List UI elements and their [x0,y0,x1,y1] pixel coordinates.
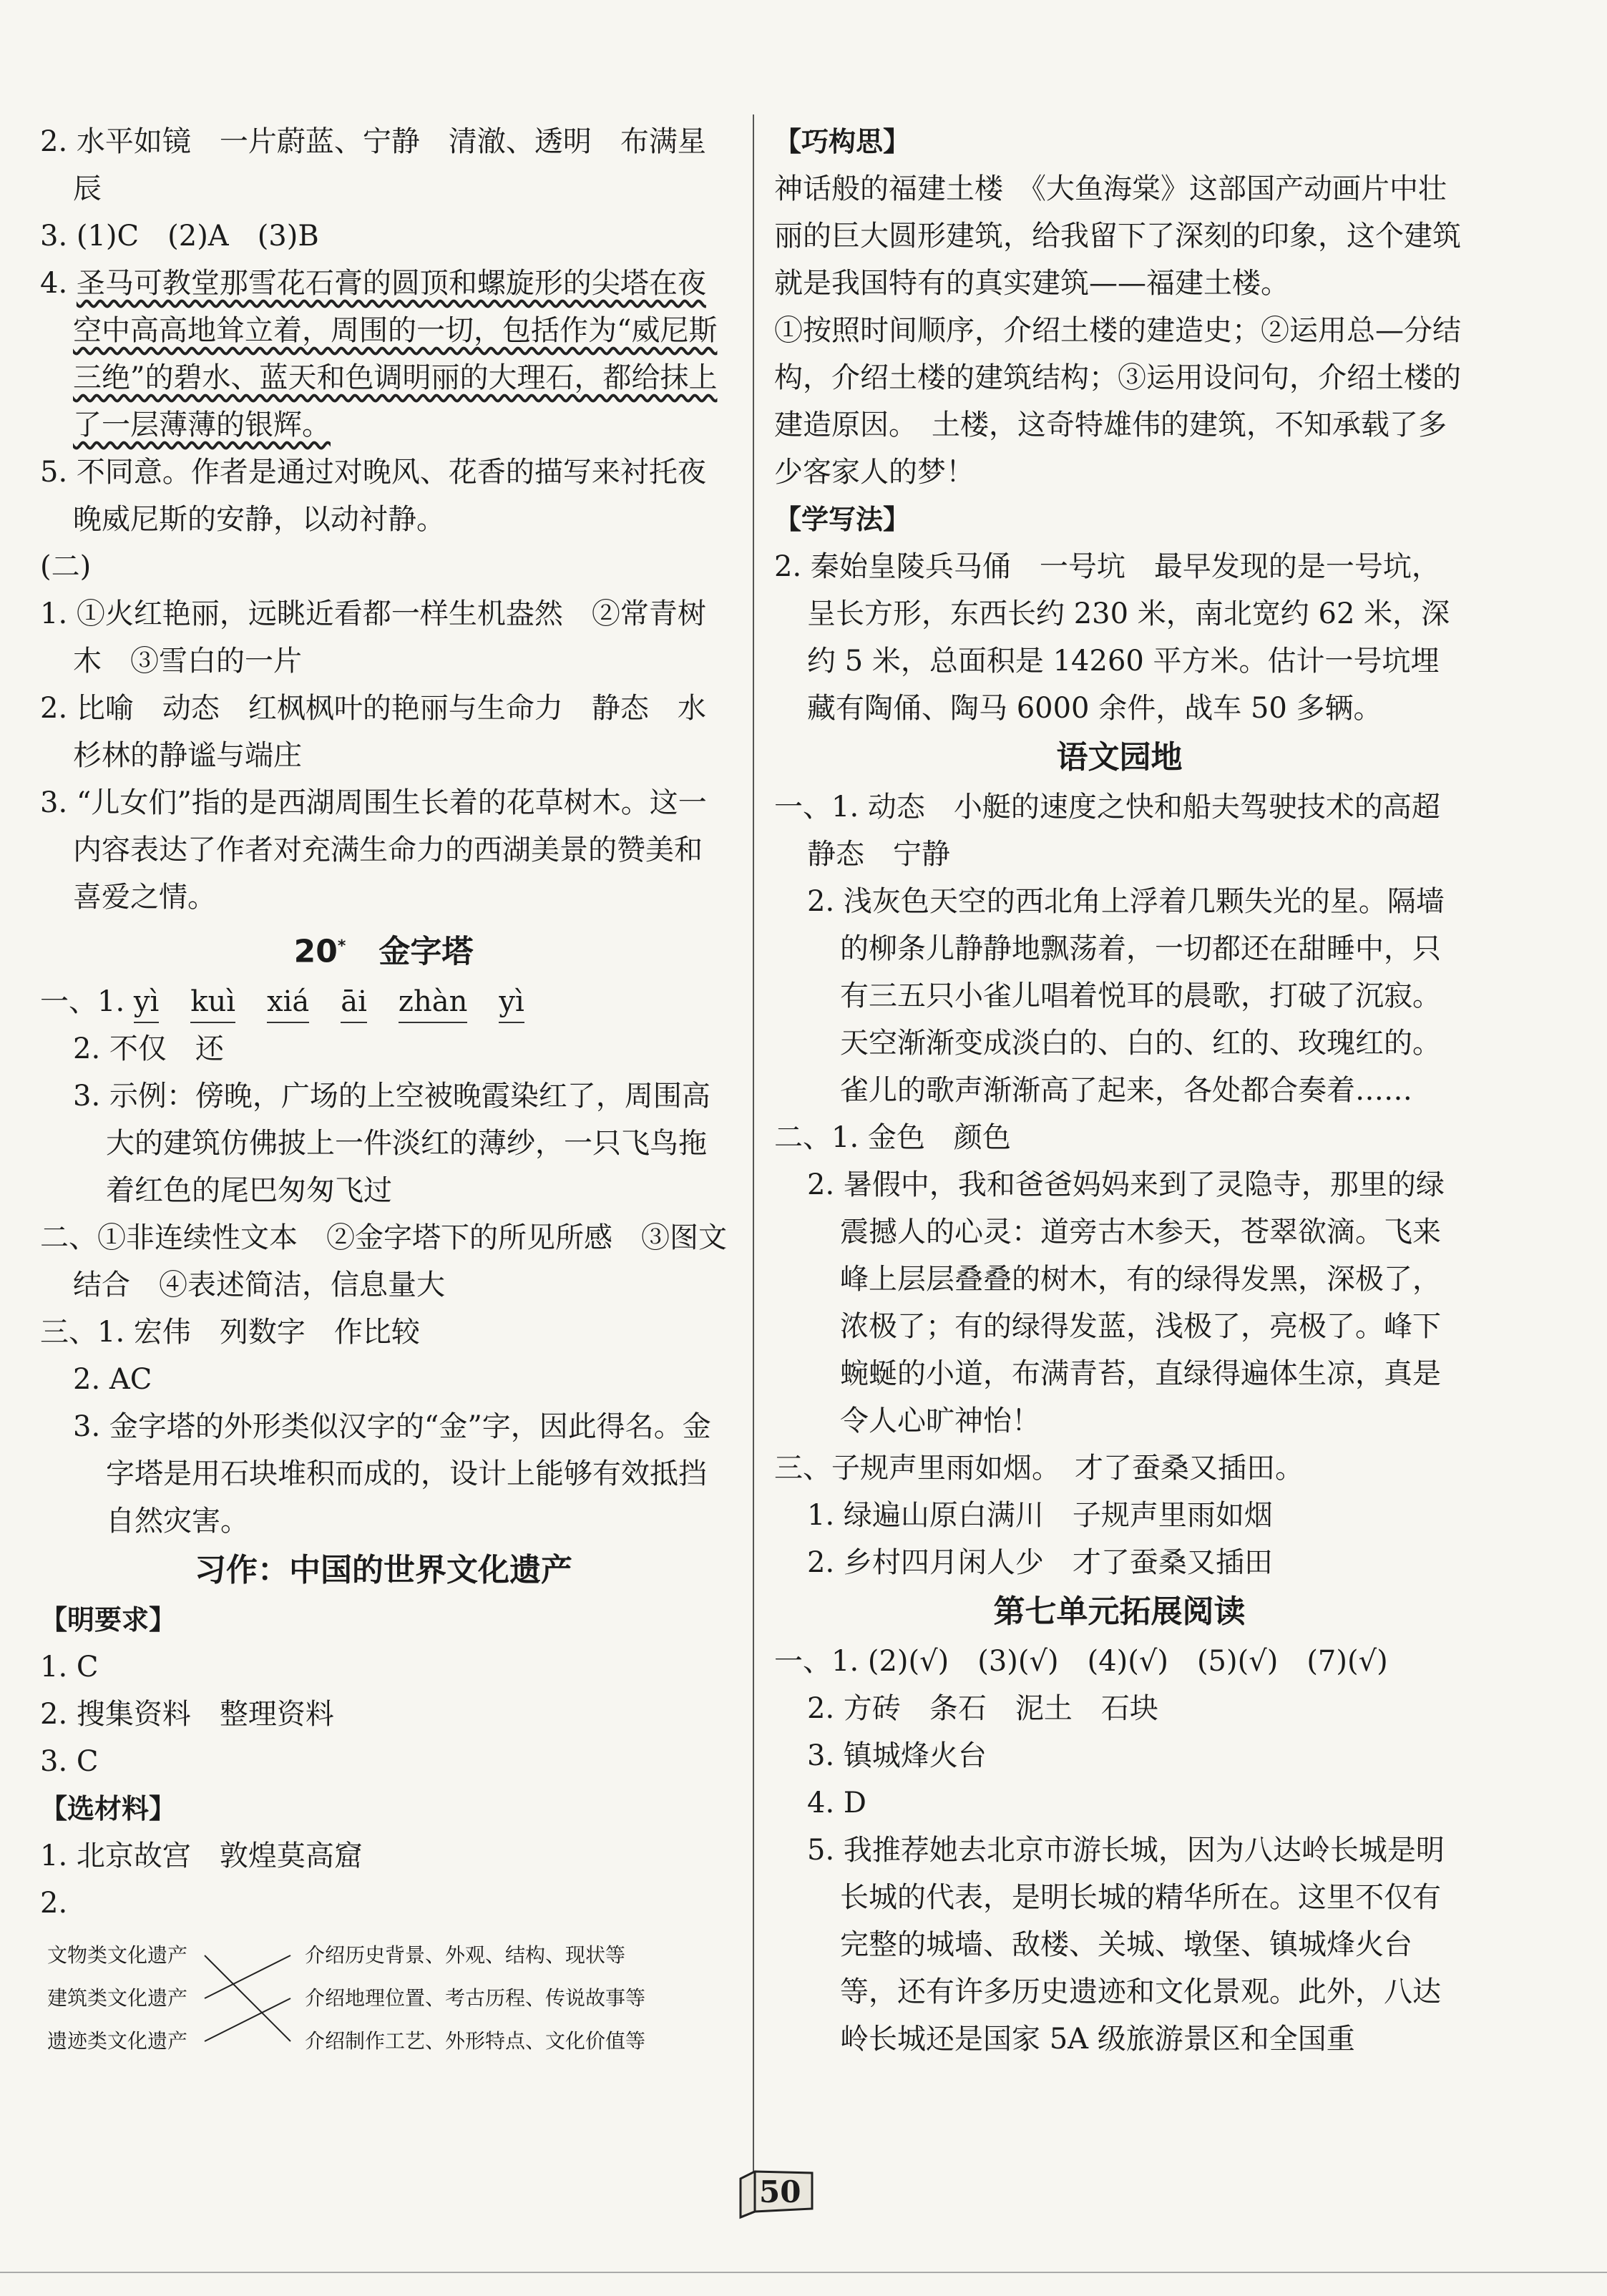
section-tag: 【明要求】 [40,1603,177,1636]
page-number-badge [733,2164,819,2222]
answer-line: 3. 示例：傍晚，广场的上空被晚霞染红了，周围高大的建筑仿佛披上一件淡红的薄纱，一只飞鸟拖着红色的尾巴匆匆飞过 [73,1079,710,1207]
section-marker: (二) [40,550,92,583]
lesson-heading [40,921,727,978]
answer-line: 一、1. 动态 小艇的速度之快和船夫驾驶技术的高超 静态 宁静 [774,791,1469,871]
answer-line: 2. 搜集资料 整理资料 [40,1697,334,1731]
answer-line: 2. AC [73,1362,152,1396]
answer-line: 2. 浅灰色天空的西北角上浮着几颗失光的星。隔墙的柳条儿静静地飘荡着，一切都还在甜睡中，只有三五只小雀儿唱着悦耳的晨歌，打破了沉寂。天空渐渐变成淡白的、白的、红的、玫瑰红的。雀儿的歌声渐渐高了起来，各处都合奏着…… [807,885,1445,1107]
match-right-item: 介绍制作工艺、外形特点、文化价值等 [305,2028,646,2053]
underlined-answer: 圣马可教堂那雪花石膏的圆顶和螺旋形的尖塔在夜空中高高地耸立着，周围的一切，包括作为“威尼斯三绝”的碧水、蓝天和色调明丽的大理石，都给抹上了一层薄薄的银辉。 [73,267,718,441]
pinyin-row [40,978,727,1025]
answer-line: 4. D [807,1787,866,1819]
answer-line: 二、①非连续性文本 ②金字塔下的所见所感 ③图文结合 ④表述简洁，信息量大 [40,1221,727,1301]
matching-diagram [40,1934,727,2077]
answer-line: 3. (1)C (2)A (3)B [40,220,319,253]
answer-line [40,260,727,449]
answer-line: 3. “儿女们”指的是西湖周围生长着的花草树木。这一内容表达了作者对充满生命力的西湖美景的赞美和喜爱之情。 [40,786,707,914]
answer-line: 2. 乡村四月闲人少 才了蚕桑又插田 [807,1546,1273,1579]
pinyin-item: yì [134,982,159,1023]
answer-line: 1. C [40,1650,99,1684]
answer-line: 3. 金字塔的外形类似汉字的“金”字，因此得名。金字塔是用石块堆积而成的，设计上能够有效抵挡自然灾害。 [73,1410,711,1538]
answer-line: 一、1. (2)(√) (3)(√) (4)(√) (5)(√) (7)(√) [774,1645,1388,1678]
answer-line: ①按照时间顺序，介绍土楼的建造史；②运用总—分结构，介绍土楼的建筑结构；③运用设问句，介绍土楼的建造原因。 土楼，这奇特雄伟的建筑，不知承载了多少客家人的梦！ [774,314,1461,489]
answer-line: 二、1. 金色 颜色 [774,1121,1011,1154]
match-left-item: 建筑类文化遗产 [47,1985,188,2010]
answer-line: 1. 绿遍山原白满川 子规声里雨如烟 [807,1499,1273,1532]
answer-line: 神话般的福建土楼 《大鱼海棠》这部国产动画片中壮丽的巨大圆形建筑，给我留下了深刻的印象，这个建筑就是我国特有的真实建筑——福建土楼。 [774,172,1461,300]
answer-line: 1. 北京故宫 敦煌莫高窟 [40,1839,363,1872]
answer-line: 2. 方砖 条石 泥土 石块 [807,1692,1158,1725]
answer-line: 2. 暑假中，我和爸爸妈妈来到了灵隐寺，那里的绿震撼人的心灵：道旁古木参天，苍翠欲滴。飞来峰上层层叠叠的树木，有的绿得发黑，深极了，浓极了；有的绿得发蓝，浅极了，亮极了。峰下蜿蜒的小道，布满青苔，直绿得遍体生凉，真是令人心旷神怡！ [807,1168,1445,1437]
answer-line: 3. C [40,1744,99,1778]
pinyin-item: xiá [267,982,309,1023]
answer-line: 2. 水平如镜 一片蔚蓝、宁静 清澈、透明 布满星辰 [40,125,706,205]
answer-line: 2. 不仅 还 [73,1032,224,1065]
answer-prefix: 一、1. [40,985,125,1018]
bottom-rule [0,2272,1607,2273]
answer-line: 3. 镇城烽火台 [807,1739,987,1772]
answer-line: 1. ①火红艳丽，远眺近看都一样生机盎然 ②常青树木 ③雪白的一片 [40,597,706,678]
answer-line: 三、1. 宏伟 列数字 作比较 [40,1315,420,1349]
answer-line: 2. 秦始皇陵兵马俑 一号坑 最早发现的是一号坑，呈长方形，东西长约 230 米，南北宽约 62 米，深约 5 米，总面积是 14260 平方米。估计一号坑埋藏有陶俑、陶马 6000 余件，战车 50 多辆。 [774,550,1450,725]
answer-line: 三、子规声里雨如烟。 才了蚕桑又插田。 [774,1452,1304,1485]
left-column [40,118,727,2077]
section-tag: 【巧构思】 [774,126,911,157]
section-tag: 【学写法】 [774,504,911,535]
column-divider [753,114,754,2175]
section-heading: 语文园地 [1056,739,1183,776]
answer-line: 2. 比喻 动态 红枫枫叶的艳丽与生命力 静态 水杉林的静谧与端庄 [40,692,706,772]
answer-line: 5. 不同意。作者是通过对晚风、花香的描写来衬托夜晚威尼斯的安静，以动衬静。 [40,456,706,536]
pinyin-list [134,985,556,1018]
answer-prefix: 4. [40,267,77,300]
pinyin-item: yì [499,982,524,1023]
match-left-item: 文物类文化遗产 [47,1943,188,1967]
answer-line: 2. [40,1886,68,1920]
pinyin-item: zhàn [399,982,467,1023]
lesson-number: 20 [293,933,338,970]
match-left-item: 遗迹类文化遗产 [47,2028,188,2053]
lesson-title: 金字塔 [378,933,474,970]
section-heading: 习作：中国的世界文化遗产 [195,1551,572,1588]
match-right-item: 介绍历史背景、外观、结构、现状等 [305,1943,626,1967]
match-right-item: 介绍地理位置、考古历程、传说故事等 [305,1985,646,2010]
lesson-star: * [337,937,346,955]
section-heading: 第七单元拓展阅读 [993,1593,1246,1630]
page-number: 50 [759,2174,801,2209]
answer-line: 5. 我推荐她去北京市游长城，因为八达岭长城是明长城的代表，是明长城的精华所在。这里不仅有完整的城墙、敌楼、关城、墩堡、镇城烽火台等，还有许多历史遗迹和文化景观。此外，八达岭长城还是国家 5A 级旅游景区和全国重 [807,1834,1445,2056]
pinyin-item: kuì [190,982,235,1023]
pinyin-item: āi [341,982,367,1023]
right-column [774,118,1469,2063]
section-tag: 【选材料】 [40,1792,177,1824]
